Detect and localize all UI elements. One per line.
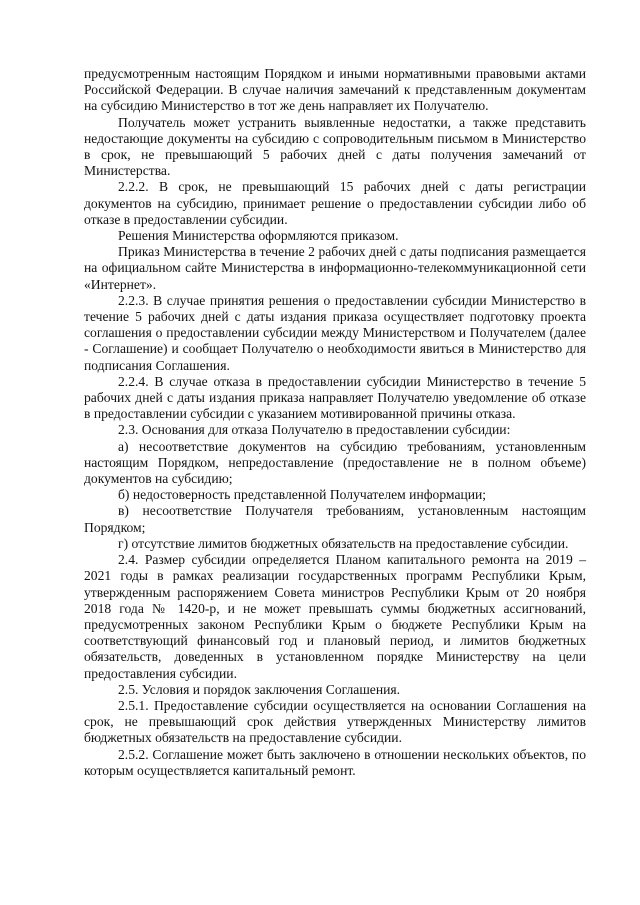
paragraph: б) недостоверность представленной Получателем информации;: [118, 487, 487, 503]
paragraph: Решения Министерства оформляются приказом.: [118, 228, 399, 244]
paragraph: 2.3. Основания для отказа Получателю в предоставлении субсидии:: [118, 422, 511, 438]
paragraph: 2.5. Условия и порядок заключения Соглашения.: [118, 681, 401, 697]
paragraph: в) несоответствие Получателя требованиям, установленным настоящим Порядком;: [84, 503, 586, 535]
paragraph: а) несоответствие документов на субсидию требованиям, установленным настоящим Порядком, непредоставление (предоставление не в полном объеме) документов на субсидию;: [84, 438, 586, 487]
paragraph: Приказ Министерства в течение 2 рабочих дней с даты подписания размещается на официальном сайте Министерства в информационно-телекоммуникационной сети «Интернет».: [84, 244, 586, 292]
paragraph: 2.5.2. Соглашение может быть заключено в отношении нескольких объектов, по которым осуществляется капитальный ремонт.: [84, 746, 586, 778]
paragraph: 2.2.2. В срок, не превышающий 15 рабочих дней с даты регистрации документов на субсидию, принимает решение о предоставлении субсидии либо об отказе в предоставлении субсидии.: [84, 179, 586, 227]
paragraph: Получатель может устранить выявленные недостатки, а также представить недостающие документы на субсидию с сопроводительным письмом в Министерство в срок, не превышающий 5 рабочих дней с даты получения замечаний от Министерства.: [84, 114, 586, 179]
paragraph: 2.4. Размер субсидии определяется Планом капитального ремонта на 2019 – 2021 годы в рамках реализации государственных программ Республики Крым, утвержденным распоряжением Совета министров Республики Крым от 20 ноября 2018 года № 1420-р, и не может превышать суммы бюджетных ассигнований, предусмотренных законом Республики Крым о бюджете Республики Крым на соответствующий финансовый год и плановый период, и лимитов бюджетных обязательств, доведенных в установленном порядке Министерству на цели предоставления субсидии.: [84, 552, 586, 681]
paragraph: 2.2.4. В случае отказа в предоставлении субсидии Министерство в течение 5 рабочих дней с даты издания приказа направляет Получателю уведомление об отказе в предоставлении субсидии с указанием мотивированной причины отказа.: [84, 373, 586, 422]
paragraph: 2.5.1. Предоставление субсидии осуществляется на основании Соглашения на срок, не превышающий срок действия утвержденных Министерству лимитов бюджетных обязательств на предоставление субсидии.: [84, 697, 586, 746]
paragraph: предусмотренным настоящим Порядком и иными нормативными правовыми актами Российской Федерации. В случае наличия замечаний к представленным документам на субсидию Министерство в тот же день направляет их Получателю.: [84, 66, 586, 114]
document-body: [84, 66, 586, 779]
paragraph: г) отсутствие лимитов бюджетных обязательств на предоставление субсидии.: [118, 535, 569, 551]
paragraph: 2.2.3. В случае принятия решения о предоставлении субсидии Министерство в течение 5 рабочих дней с даты издания приказа осуществляет подготовку проекта соглашения о предоставлении субсидии между Министерством и Получателем (далее - Соглашение) и сообщает Получателю о необходимости явиться в Министерство для подписания Соглашения.: [84, 292, 586, 373]
